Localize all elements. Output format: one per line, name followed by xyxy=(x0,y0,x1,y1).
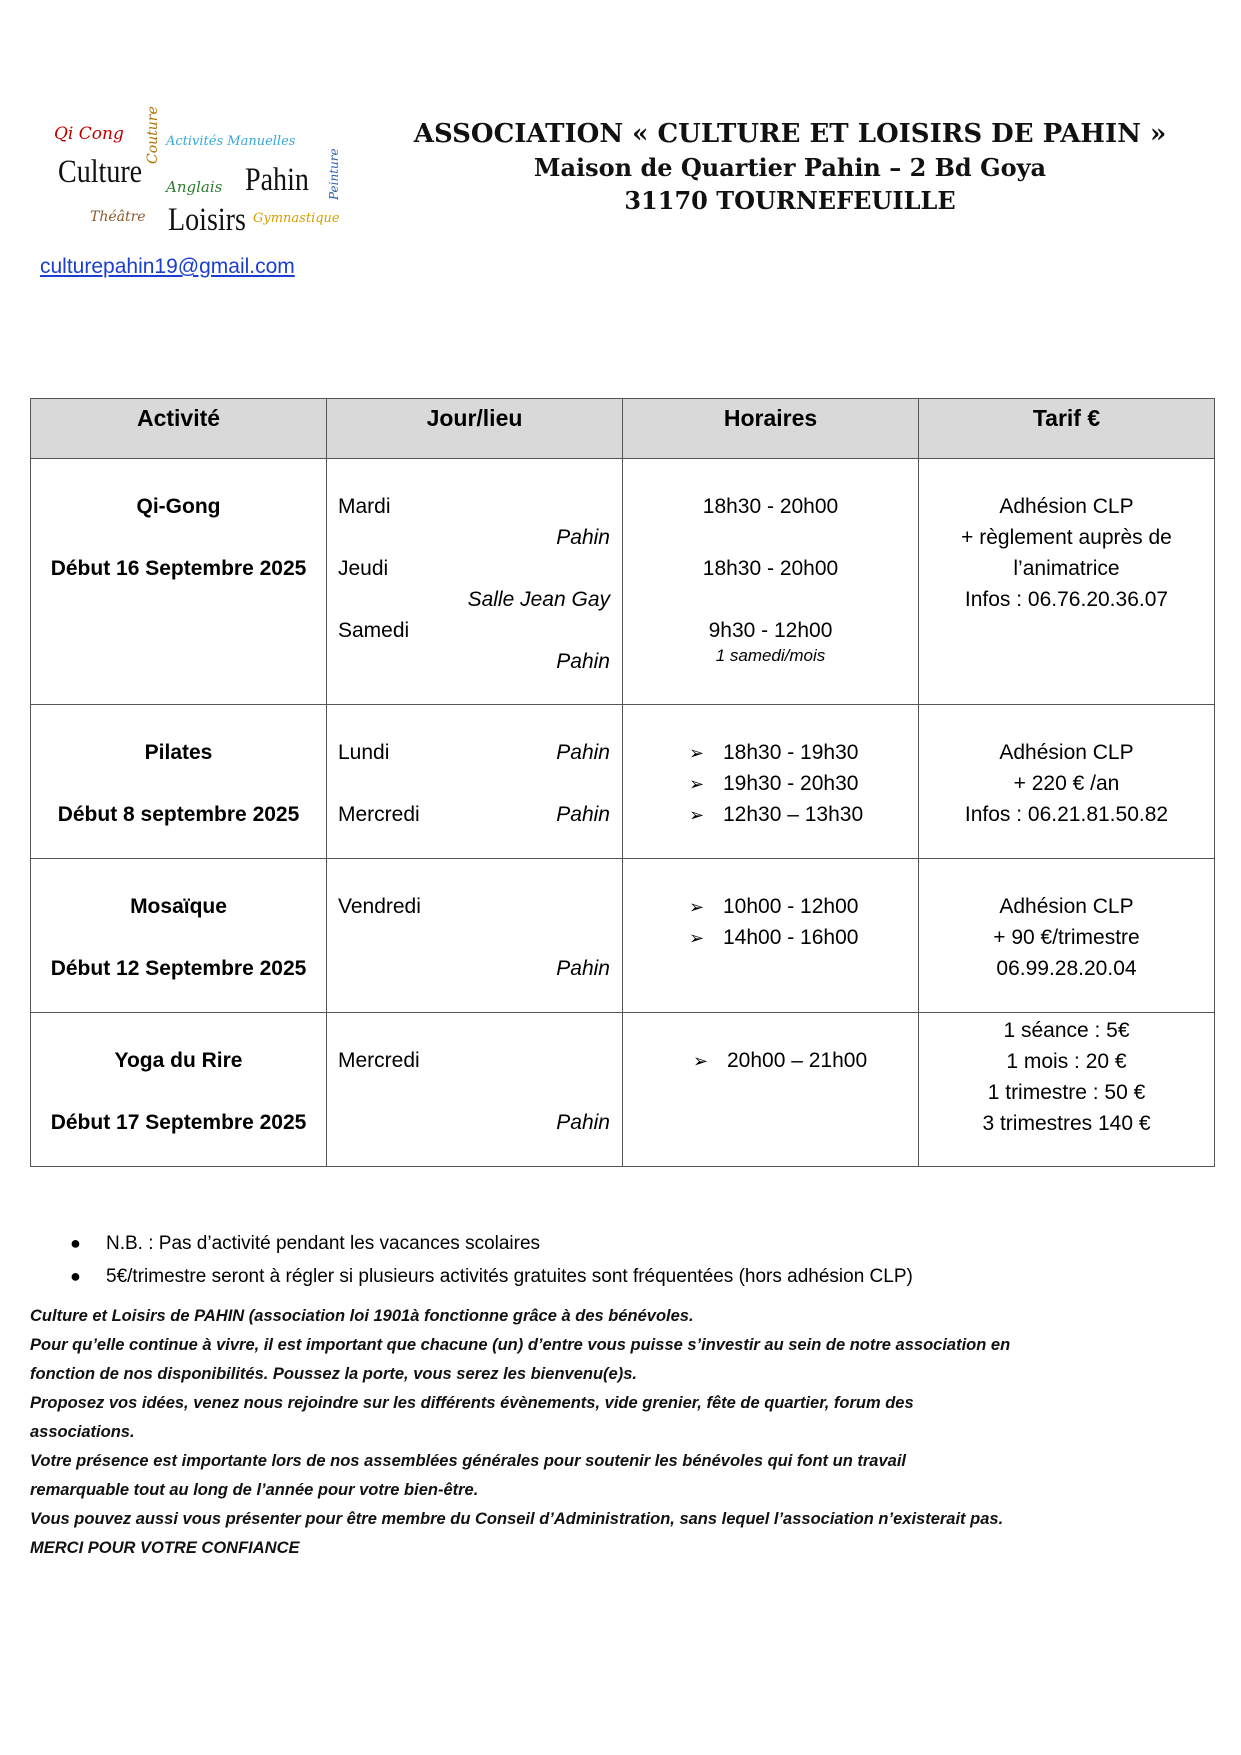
activity-start: Début 12 Septembre 2025 xyxy=(50,957,307,980)
footer-line: fonction de nos disponibilités. Poussez la porte, vous serez les bienvenu(e)s. xyxy=(30,1365,637,1383)
time-slot: 18h30 - 20h00 xyxy=(702,495,839,518)
tarif-line: + 90 €/trimestre xyxy=(993,926,1140,949)
times-cell xyxy=(623,859,919,1013)
time-slot: ➢ 14h00 - 16h00 xyxy=(689,922,918,953)
time-list xyxy=(689,737,918,830)
tarif-cell xyxy=(919,705,1215,859)
day-label: Vendredi xyxy=(338,895,421,918)
list-item: ● 5€/trimestre seront à régler si plusieurs activités gratuites sont fréquentées (hors adhésion CLP) xyxy=(70,1260,913,1293)
header-address: Maison de Quartier Pahin – 2 Bd Goya xyxy=(533,153,1047,182)
footer-line: Votre présence est importante lors de nos assemblées générales pour soutenir les bénévoles qui font un travail xyxy=(30,1452,906,1470)
activity-cell xyxy=(31,459,327,705)
arrow-bullet-icon: ➢ xyxy=(689,897,705,917)
times-cell xyxy=(623,1013,919,1167)
footer-line: Proposez vos idées, venez nous rejoindre sur les différents évènements, vide grenier, fête de quartier, forum des xyxy=(30,1394,914,1412)
table-header-row xyxy=(31,399,1215,459)
place-label: Salle Jean Gay xyxy=(467,588,610,611)
tarif-line: 1 mois : 20 € xyxy=(1006,1050,1127,1073)
table-row xyxy=(31,705,1215,859)
footer-line: Culture et Loisirs de PAHIN (association loi 1901à fonctionne grâce à des bénévoles. xyxy=(30,1307,694,1325)
logo-word-couture: Couture xyxy=(145,106,161,164)
footer-line: Vous pouvez aussi vous présenter pour être membre du Conseil d’Administration, sans lequel l’association n’existerait pas. xyxy=(30,1510,1004,1528)
time-slot: ➢ 18h30 - 19h30 xyxy=(689,737,918,768)
time-slot: 18h30 - 20h00 xyxy=(702,557,839,580)
place-label: Pahin xyxy=(556,650,610,673)
place-label: Pahin xyxy=(556,741,610,764)
day-place-cell xyxy=(327,1013,623,1167)
place-label: Pahin xyxy=(556,803,610,826)
tarif-line: Adhésion CLP xyxy=(999,741,1134,764)
times-cell xyxy=(623,459,919,705)
logo-word-theatre: Théâtre xyxy=(90,209,146,225)
logo-word-activites: Activités Manuelles xyxy=(166,134,296,149)
arrow-bullet-icon: ➢ xyxy=(693,1051,709,1071)
footer-line: associations. xyxy=(30,1423,135,1441)
logo-word-gymnastique: Gymnastique xyxy=(253,211,340,226)
time-list xyxy=(693,1045,918,1076)
tarif-line: l’animatrice xyxy=(1013,557,1120,580)
day-label: Samedi xyxy=(338,619,410,642)
activity-name: Mosaïque xyxy=(130,895,227,918)
footer-line: MERCI POUR VOTRE CONFIANCE xyxy=(30,1539,300,1557)
tarif-line: 1 trimestre : 50 € xyxy=(987,1081,1146,1104)
day-label: Lundi xyxy=(338,741,390,764)
logo-word-culture: Culture xyxy=(58,154,143,190)
arrow-bullet-icon: ➢ xyxy=(689,743,705,763)
day-label: Jeudi xyxy=(338,557,389,580)
tarif-line: 3 trimestres 140 € xyxy=(982,1112,1151,1135)
table-row xyxy=(31,459,1215,705)
list-item: ● N.B. : Pas d’activité pendant les vacances scolaires xyxy=(70,1227,913,1260)
time-slot: 9h30 - 12h00 xyxy=(708,619,833,642)
tarif-line: Adhésion CLP xyxy=(999,895,1134,918)
logo-word-pahin: Pahin xyxy=(245,162,309,198)
header-city: 31170 TOURNEFEUILLE xyxy=(624,186,956,215)
activity-start: Début 16 Septembre 2025 xyxy=(50,557,307,580)
footer-line: Pour qu’elle continue à vivre, il est important que chacune (un) d’entre vous puisse s’investir au sein de notre association en xyxy=(30,1336,1011,1354)
bullet-icon: ● xyxy=(70,1266,81,1286)
day-label: Mercredi xyxy=(338,1049,420,1072)
day-label: Mercredi xyxy=(338,803,420,826)
column-header-horaires: Horaires xyxy=(623,399,919,459)
activity-cell xyxy=(31,859,327,1013)
time-slot: ➢ 20h00 – 21h00 xyxy=(693,1045,918,1076)
time-slot: ➢ 19h30 - 20h30 xyxy=(689,768,918,799)
bullet-icon: ● xyxy=(70,1233,81,1253)
tarif-line: Infos : 06.21.81.50.82 xyxy=(964,803,1169,826)
association-logo xyxy=(48,106,348,248)
tarif-line: 06.99.28.20.04 xyxy=(996,957,1137,980)
place-label: Pahin xyxy=(556,957,610,980)
tarif-line: Infos : 06.76.20.36.07 xyxy=(964,588,1169,611)
logo-word-peinture: Peinture xyxy=(327,148,341,200)
email-link[interactable]: culturepahin19@gmail.com xyxy=(40,255,295,278)
tarif-line: Adhésion CLP xyxy=(999,495,1134,518)
activity-name: Qi-Gong xyxy=(136,495,221,518)
tarif-cell xyxy=(919,859,1215,1013)
tarif-line: 1 séance : 5€ xyxy=(1003,1019,1130,1042)
logo-word-loisirs: Loisirs xyxy=(168,202,246,238)
activity-cell xyxy=(31,1013,327,1167)
table-row xyxy=(31,1013,1215,1167)
day-place-cell xyxy=(327,705,623,859)
logo-word-qigong: Qi Cong xyxy=(54,124,124,144)
tarif-cell xyxy=(919,1013,1215,1167)
day-place-cell xyxy=(327,459,623,705)
day-place-cell xyxy=(327,859,623,1013)
place-label: Pahin xyxy=(556,1111,610,1134)
table-row xyxy=(31,859,1215,1013)
time-slot: ➢ 10h00 - 12h00 xyxy=(689,891,918,922)
activity-name: Pilates xyxy=(144,741,213,764)
tarif-line: + 220 € /an xyxy=(1013,772,1120,795)
arrow-bullet-icon: ➢ xyxy=(689,928,705,948)
tarif-line: + règlement auprès de xyxy=(961,526,1172,549)
tarif-cell xyxy=(919,459,1215,705)
arrow-bullet-icon: ➢ xyxy=(689,774,705,794)
footer-message xyxy=(30,1302,1210,1563)
column-header-jour-lieu: Jour/lieu xyxy=(327,399,623,459)
time-note: 1 samedi/mois xyxy=(715,646,826,665)
logo-word-anglais: Anglais xyxy=(166,178,223,196)
footer-line: remarquable tout au long de l’année pour votre bien-être. xyxy=(30,1481,479,1499)
column-header-activite: Activité xyxy=(31,399,327,459)
header-title: ASSOCIATION « CULTURE ET LOISIRS DE PAHIN » xyxy=(413,119,1167,149)
time-slot: ➢ 12h30 – 13h30 xyxy=(689,799,918,830)
times-cell xyxy=(623,705,919,859)
day-label: Mardi xyxy=(338,495,391,518)
place-label: Pahin xyxy=(556,526,610,549)
column-header-tarif: Tarif € xyxy=(919,399,1215,459)
arrow-bullet-icon: ➢ xyxy=(689,805,705,825)
activity-name: Yoga du Rire xyxy=(114,1049,243,1072)
notes-list xyxy=(70,1227,913,1293)
activity-start: Début 17 Septembre 2025 xyxy=(50,1111,307,1134)
activity-cell xyxy=(31,705,327,859)
time-list xyxy=(689,891,918,953)
activities-table xyxy=(30,398,1215,1167)
document-header xyxy=(360,118,1220,217)
activity-start: Début 8 septembre 2025 xyxy=(57,803,300,826)
